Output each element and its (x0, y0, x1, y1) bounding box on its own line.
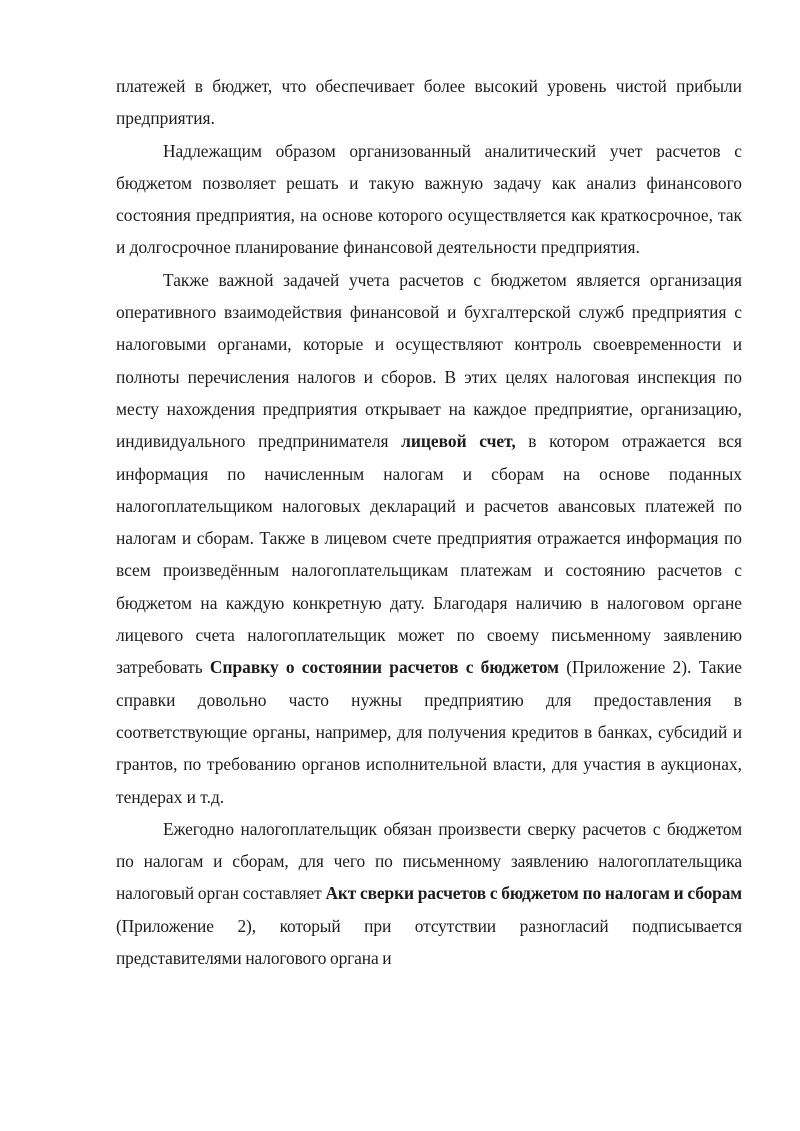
paragraph-1: платежей в бюджет, что обеспечивает более высокий уровень чистой прибыли предприятия. (116, 76, 742, 129)
bold-term-personal-account: лицевой счет, (401, 431, 516, 452)
paragraph-3-text-c: в котором отражается вся информация по начисленным налогам и сборам на основе поданных налогоплательщиком налоговых деклараций и расчетов авансовых платежей по налогам и сборам. Также в лицевом счете предприятия отражается информация по всем произведённым налогоплательщикам платежам и состоянию расчетов с бюджетом на каждую конкретную дату. Благодаря наличию в налоговом органе лицевого счета налогоплательщик может по своему письменному заявлению затребовать (116, 431, 742, 678)
document-body (116, 70, 742, 974)
bold-term-budget-status-certificate: Справку о состоянии расчетов с бюджетом (209, 657, 560, 678)
paragraph-2: Надлежащим образом организованный аналитический учет расчетов с бюджетом позволяет решать и такую важную задачу как анализ финансового состояния предприятия, на основе которого осуществляется как краткосрочное, так и долгосрочное планирование финансовой деятельности предприятия. (116, 140, 742, 258)
paragraph-4-text-c: (Приложение 2), который при отсутствии разногласий подписывается представителями налогового органа и (116, 915, 742, 969)
paragraph-3 (116, 264, 742, 813)
paragraph-4-text-a: Ежегодно налогоплательщик обязан произвести сверку расчетов с бюджетом по налогам и сборам, для чего по письменному заявлению налогоплательщика налоговый орган составляет (116, 818, 742, 904)
bold-term-reconciliation-act: Акт сверки расчетов с бюджетом по налогам и сборам (325, 883, 742, 904)
paragraph-3-text-a: Также важной задачей учета расчетов с бюджетом является организация оперативного взаимодействия финансовой и бухгалтерской служб предприятия с налоговыми органами, которые и осуществляют контроль своевременности и полноты перечисления налогов и сборов. В этих целях налоговая инспекция по месту нахождения предприятия открывает на каждое предприятие, организацию, индивидуального предпринимателя (116, 269, 742, 452)
paragraph-4 (116, 813, 742, 974)
paragraph-3-text-d: (Приложение 2). Такие справки довольно часто нужны предприятию для предоставления в соответствующие органы, например, для получения кредитов в банках, субсидий и грантов, по требованию органов исполнительной власти, для участия в аукционах, тендерах и т.д. (116, 657, 742, 807)
